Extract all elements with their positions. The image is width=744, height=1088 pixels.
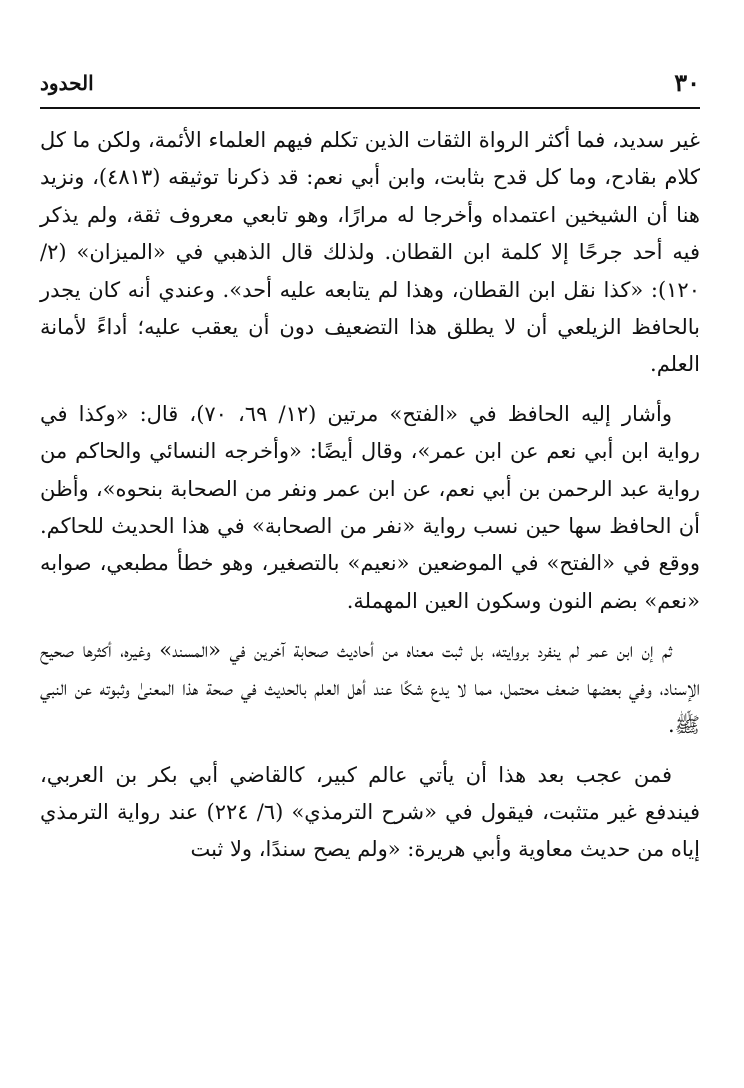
running-title: الحدود (40, 71, 94, 95)
page-number: ٣٠ (674, 68, 700, 97)
header-divider (40, 107, 700, 109)
paragraph-3: ثم إن ابن عمر لم ينفرد بروايته، بل ثبت معناه من أحاديث صحابة آخرين في «المسند» وغيره، أكثرها صحيح الإسناد، وفي بعضها ضعف محتمل، مما لا يدع شكًا عند أهل العلم بالحديث في صحة هذا المعنىٰ وثبوته عن النبي ﷺ. (40, 638, 700, 738)
page-header (40, 66, 700, 102)
paragraph-4: فمن عجب بعد هذا أن يأتي عالم كبير، كالقاضي أبي بكر بن العربي، فيندفع غير متثبت، فيقول في «شرح الترمذي» (٦/ ٢٢٤) عند رواية الترمذي إياه من حديث معاوية وأبي هريرة: «ولم يصح سندًا، ولا ثبت (40, 762, 700, 862)
body-text (40, 122, 700, 881)
paragraph-1: غير سديد، فما أكثر الرواة الثقات الذين تكلم فيهم العلماء الأئمة، ولكن ما كل كلام بقادح، وما كل قدح بثابت، وابن أبي نعم: قد ذكرنا توثيقه (٤٨١٣)، ونزيد هنا أن الشيخين اعتمداه وأخرجا له مرارًا، وهو تابعي معروف ثقة، ولم يذكر فيه أحد جرحًا إلا كلمة ابن القطان. ولذلك قال الذهبي في «الميزان» (٢/ ١٢٠): «كذا نقل ابن القطان، وهذا لم يتابعه عليه أحد». وعندي أنه كان يجدر بالحافظ الزيلعي أن لا يطلق هذا التضعيف دون أن يعقب عليه؛ أداءً لأمانة العلم. (40, 128, 700, 377)
paragraph-2: وأشار إليه الحافظ في «الفتح» مرتين (١٢/ ٦٩، ٧٠)، قال: «وكذا في رواية ابن أبي نعم عن ابن عمر»، وقال أيضًا: «وأخرجه النسائي والحاكم من رواية عبد الرحمن بن أبي نعم، عن ابن عمر ونفر من الصحابة بنحوه»، وأظن أن الحافظ سها حين نسب رواية «نفر من الصحابة» في هذا الحديث للحاكم. ووقع في «الفتح» في الموضعين «نعيم» بالتصغير، وهو خطأ مطبعي، صوابه «نعم» بضم النون وسكون العين المهملة. (40, 401, 700, 613)
